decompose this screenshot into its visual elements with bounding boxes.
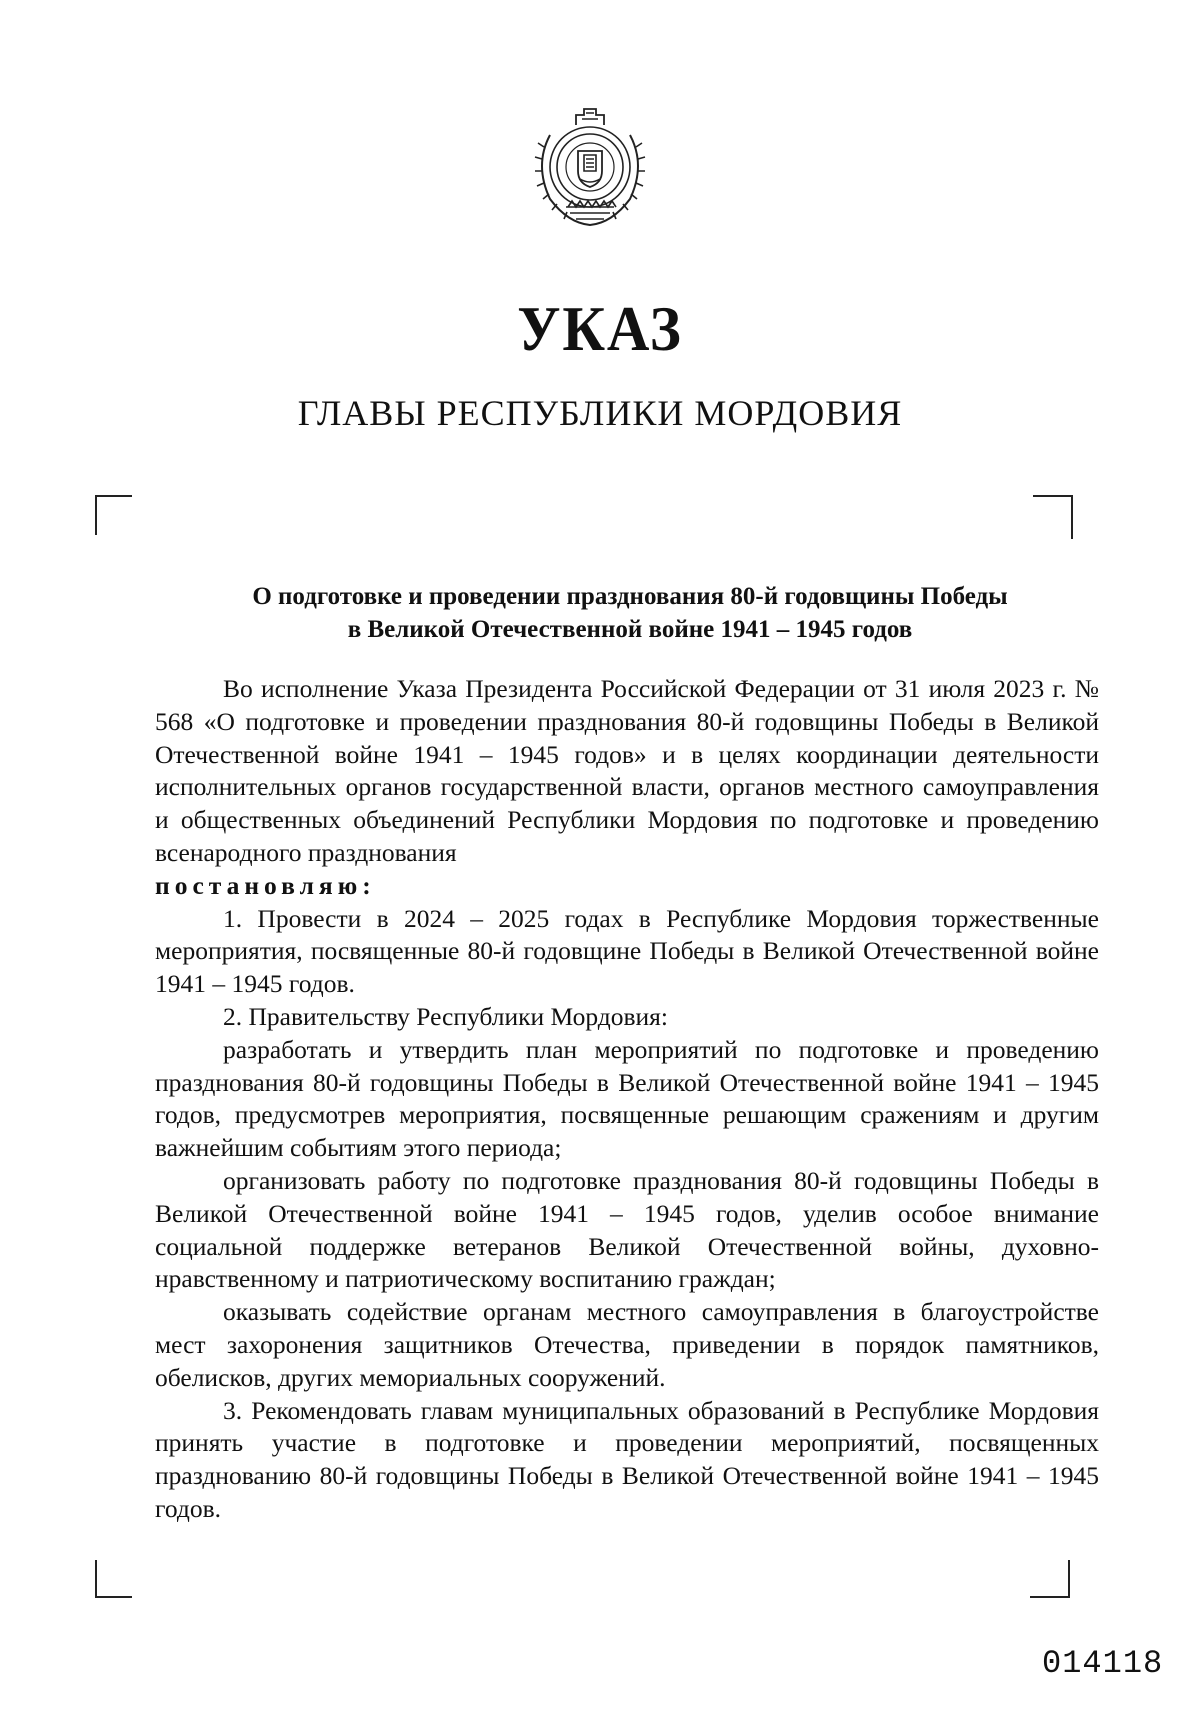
preamble-paragraph	[155, 673, 1099, 870]
resolve-colon: :	[362, 870, 371, 900]
item-1-paragraph: 1. Провести в 2024 – 2025 годах в Республике Мордовия торжественные мероприятия, посвященные 80-й годовщине Победы в Великой Отечественной войне 1941 – 1945 годов.	[155, 903, 1099, 999]
item-3-paragraph: 3. Рекомендовать главам муниципальных образований в Республике Мордовия принять участие в подготовке и проведении мероприятий, посвященных празднованию 80-й годовщины Победы в Великой Отечественной войне 1941 – 1945 годов.	[155, 1395, 1099, 1523]
resolve-word: постановляю	[155, 870, 363, 900]
item-2-c-paragraph: оказывать содействие органам местного самоуправления в благоустройстве мест захоронения защитников Отечества, приведении в порядок памятников, обелисков, других мемориальных сооружений.	[155, 1297, 1099, 1392]
heading-line-1: О подготовке и проведении празднования 80-й годовщины Победы	[252, 583, 1008, 610]
item-2-paragraph: 2. Правительству Республики Мордовия:	[223, 1001, 668, 1031]
decree-heading	[150, 580, 1110, 646]
item-2-a-paragraph: разработать и утвердить план мероприятий по подготовке и проведению празднования 80-й годовщины Победы в Великой Отечественной войне 1941 – 1945 годов, предусмотрев мероприятия, посвященные решающим сражениям и другим важнейшим событиям этого периода;	[155, 1034, 1099, 1163]
corner-mark-bottom-right	[1030, 1560, 1070, 1598]
issuing-authority: ГЛАВЫ РЕСПУБЛИКИ МОРДОВИЯ	[297, 393, 903, 433]
corner-mark-top-left	[95, 495, 132, 535]
document-title: УКАЗ	[517, 293, 683, 364]
document-serial-number: 014118	[1042, 1645, 1164, 1682]
decree-body	[155, 673, 1099, 1526]
resolve-paragraph	[155, 870, 1099, 903]
preamble-text: Во исполнение Указа Президента Российской Федерации от 31 июля 2023 г. № 568 «О подготовке и проведении празднования 80-й годовщины Победы в Великой Отечественной войне 1941 – 1945 годов» и в целях координации деятельности исполнительных органов государственной власти, органов местного самоуправления и общественных объединений Республики Мордовия по подготовке и проведению всенародного празднования	[155, 674, 1099, 867]
corner-mark-bottom-left	[95, 1560, 132, 1598]
heading-line-2: в Великой Отечественной войне 1941 – 1945 годов	[347, 616, 913, 643]
item-2-b-paragraph: организовать работу по подготовке празднования 80-й годовщины Победы в Великой Отечественной войне 1941 – 1945 годов, уделив особое внимание социальной поддержке ветеранов Великой Отечественной войны, духовно-нравственному и патриотическому воспитанию граждан;	[155, 1165, 1099, 1294]
corner-mark-top-right	[1033, 495, 1073, 539]
coat-of-arms-emblem	[520, 95, 660, 235]
